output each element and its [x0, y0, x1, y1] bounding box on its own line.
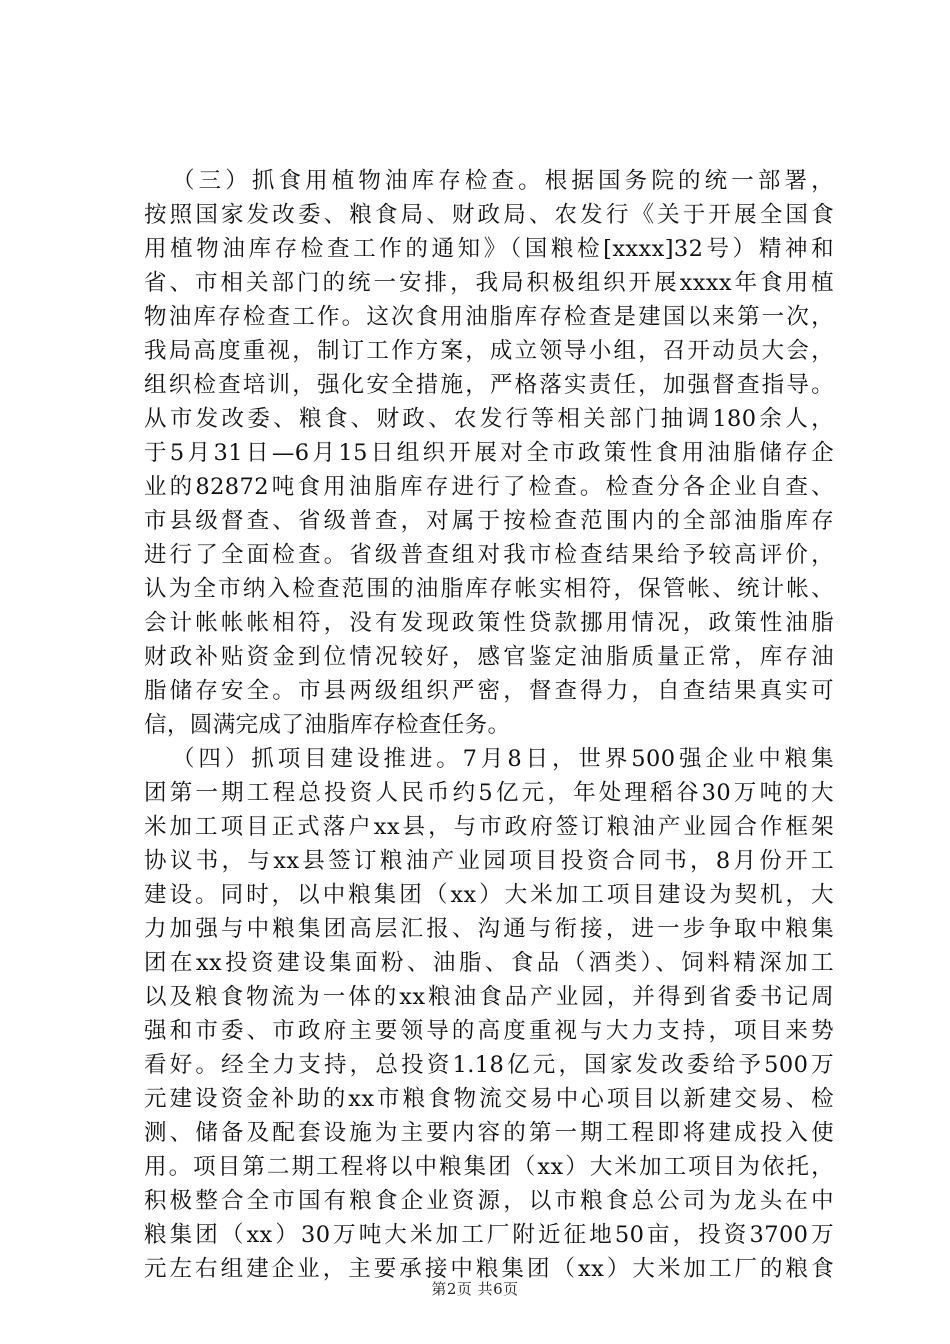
- paragraph-3-line-3: 用植物油库存检查工作的通知》（国粮检[xxxx]32号）精神和: [144, 236, 834, 262]
- paragraph-4-line-4: 协议书，与xx县签订粮油产业园项目投资合同书，8月份开工: [144, 848, 834, 874]
- paragraph-4-line-1: （四）抓项目建设推进。7月8日，世界500强企业中粮集: [172, 746, 834, 772]
- paragraph-4-line-8: 以及粮食物流为一体的xx粮油食品产业园，并得到省委书记周: [144, 984, 834, 1010]
- paragraph-3-line-7: 组织检查培训，强化安全措施，严格落实责任，加强督查指导。: [144, 372, 834, 398]
- paragraph-4-line-9: 强和市委、市政府主要领导的高度重视与大力支持，项目来势: [144, 1018, 834, 1044]
- paragraph-4-line-6: 力加强与中粮集团高层汇报、沟通与衔接，进一步争取中粮集: [144, 916, 834, 942]
- paragraph-3-line-16: 脂储存安全。市县两级组织严密，督查得力，自查结果真实可: [144, 678, 834, 704]
- paragraph-3-line-6: 我局高度重视，制订工作方案，成立领导小组，召开动员大会，: [144, 338, 834, 364]
- paragraph-4-line-10: 看好。经全力支持，总投资1.18亿元，国家发改委给予500万: [144, 1052, 834, 1078]
- paragraph-4-line-7: 团在xx投资建设集面粉、油脂、食品（酒类）、饲料精深加工: [144, 950, 834, 976]
- paragraph-3-line-2: 按照国家发改委、粮食局、财政局、农发行《关于开展全国食: [144, 202, 834, 228]
- paragraph-3-line-12: 进行了全面检查。省级普查组对我市检查结果给予较高评价，: [144, 542, 834, 568]
- paragraph-4-line-13: 用。项目第二期工程将以中粮集团（xx）大米加工项目为依托，: [144, 1154, 834, 1180]
- paragraph-3-line-9: 于5月31日—6月15日组织开展对全市政策性食用油脂储存企: [144, 440, 834, 466]
- paragraph-3-line-1: （三）抓食用植物油库存检查。根据国务院的统一部署，: [172, 168, 834, 194]
- paragraph-4-line-11: 元建设资金补助的xx市粮食物流交易中心项目以新建交易、检: [144, 1086, 834, 1112]
- body-text: [144, 164, 834, 1286]
- paragraph-4-line-16: 元左右组建企业，主要承接中粮集团（xx）大米加工厂的粮食: [144, 1256, 834, 1282]
- page-number-footer: 第2页 共6页: [431, 1280, 519, 1298]
- paragraph-4-line-15: 粮集团（xx）30万吨大米加工厂附近征地50亩，投资3700万: [144, 1222, 834, 1248]
- paragraph-3-line-4: 省、市相关部门的统一安排，我局积极组织开展xxxx年食用植: [144, 270, 834, 296]
- paragraph-3-line-11: 市县级督查、省级普查，对属于按检查范围内的全部油脂库存: [144, 508, 834, 534]
- paragraph-4-line-14: 积极整合全市国有粮食企业资源，以市粮食总公司为龙头在中: [144, 1188, 834, 1214]
- paragraph-3-line-17: 信，圆满完成了油脂库存检查任务。: [144, 712, 511, 738]
- paragraph-3-line-13: 认为全市纳入检查范围的油脂库存帐实相符，保管帐、统计帐、: [144, 576, 834, 602]
- paragraph-3-line-10: 业的82872吨食用油脂库存进行了检查。检查分各企业自查、: [144, 474, 834, 500]
- paragraph-3-line-15: 财政补贴资金到位情况较好，感官鉴定油脂质量正常，库存油: [144, 644, 834, 670]
- paragraph-4-line-5: 建设。同时，以中粮集团（xx）大米加工项目建设为契机，大: [144, 882, 834, 908]
- paragraph-4-line-3: 米加工项目正式落户xx县，与市政府签订粮油产业园合作框架: [144, 814, 834, 840]
- paragraph-4-line-2: 团第一期工程总投资人民币约5亿元，年处理稻谷30万吨的大: [144, 780, 834, 806]
- paragraph-3-line-8: 从市发改委、粮食、财政、农发行等相关部门抽调180余人，: [144, 406, 834, 432]
- paragraph-4-line-12: 测、储备及配套设施为主要内容的第一期工程即将建成投入使: [144, 1120, 834, 1146]
- paragraph-3-line-5: 物油库存检查工作。这次食用油脂库存检查是建国以来第一次，: [144, 304, 834, 330]
- paragraph-3-line-14: 会计帐帐帐相符，没有发现政策性贷款挪用情况，政策性油脂: [144, 610, 834, 636]
